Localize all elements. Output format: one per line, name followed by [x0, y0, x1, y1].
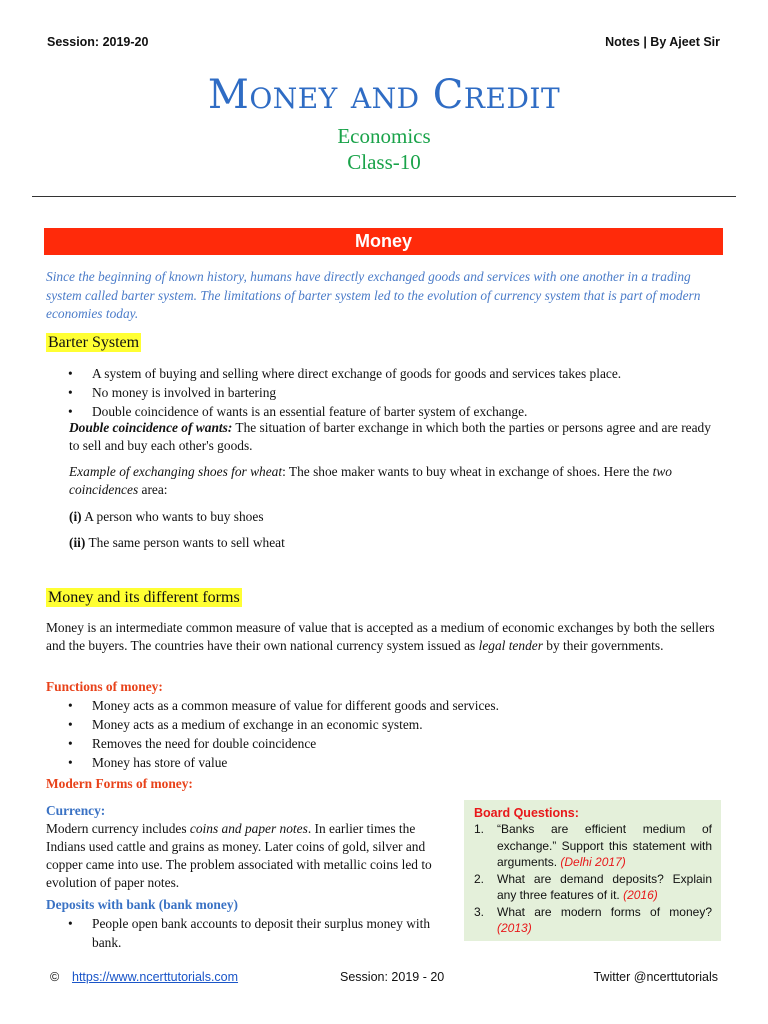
list-item: • Removes the need for double coincidence: [46, 734, 726, 753]
forms-heading: [46, 589, 242, 607]
question-number: 1.: [474, 822, 485, 836]
dcw-term: Double coincidence of wants:: [69, 420, 233, 435]
coincidence-point-2: [69, 534, 285, 552]
dcw-definition: [69, 419, 719, 455]
class-label: Class-10: [347, 150, 421, 174]
money-definition: [46, 619, 726, 655]
board-questions-box: [464, 800, 721, 941]
point-number: (ii): [69, 535, 86, 550]
functions-heading: Functions of money:: [46, 679, 163, 694]
currency-paragraph: [46, 820, 446, 892]
header-notes: Notes | By Ajeet Sir: [605, 35, 720, 49]
footer-session: Session: 2019 - 20: [340, 970, 445, 984]
deposits-heading: Deposits with bank (bank money): [46, 897, 238, 912]
section-banner: Money: [44, 228, 723, 255]
list-item: • Money acts as a medium of exchange in an economic system.: [46, 715, 726, 734]
list-item: [474, 871, 712, 904]
site-link[interactable]: https://www.ncerttutorials.com: [72, 970, 239, 984]
question-number: 3.: [474, 904, 485, 919]
question-year: (2013): [497, 921, 532, 935]
list-item: • A system of buying and selling where direct exchange of goods for goods and services takes place.: [46, 364, 726, 383]
legal-tender-term: legal tender: [478, 638, 543, 653]
question-text: What are modern forms of money?: [497, 904, 712, 919]
coincidence-point-1: [69, 508, 264, 526]
currency-italic: coins and paper notes: [189, 821, 308, 836]
subject-label: Economics: [337, 124, 431, 148]
example-lead: Example of exchanging shoes for wheat: [69, 464, 283, 479]
question-number: 2.: [474, 871, 485, 886]
question-year: (2016): [623, 888, 658, 902]
list-item: [474, 904, 712, 937]
barter-bullets: [46, 364, 726, 421]
intro-paragraph: Since the beginning of known history, humans have directly exchanged goods and services with one another in a trading system called barter system. The limitations of barter system led to the evolution of currency system that is part of modern economies today.: [46, 269, 701, 321]
deposits-list: [46, 914, 454, 952]
list-item: • People open bank accounts to deposit their surplus money with bank.: [46, 914, 454, 952]
list-item: • Double coincidence of wants is an essential feature of barter system of exchange.: [46, 402, 726, 421]
list-item: • Money has store of value: [46, 753, 726, 772]
currency-text: Modern currency includes: [46, 821, 190, 836]
functions-list: [46, 696, 726, 772]
board-questions-title: Board Questions:: [474, 806, 579, 820]
example-end: area:: [138, 482, 168, 497]
example-italic: two coincidences: [69, 464, 672, 497]
list-item: [474, 821, 712, 871]
currency-text-end: . In earlier times the Indians used cattle and grains as money. Later coins of gold, silver and copper came into use. The problem associated with metallic coins led to evolution of paper notes.: [46, 821, 432, 890]
page-title: Money and Credit: [207, 72, 561, 118]
list-item: • No money is involved in bartering: [46, 383, 726, 402]
copyright-symbol: ©: [50, 970, 60, 984]
header-session: Session: 2019-20: [47, 35, 149, 49]
definition-text: Money is an intermediate common measure of value that is accepted as a medium of economic exchanges by both the sellers and the buyers. The countries have their own national currency system issued as: [46, 620, 715, 653]
modern-forms-heading: Modern Forms of money:: [46, 776, 193, 791]
currency-heading: Currency:: [46, 803, 106, 818]
list-item: • Money acts as a common measure of value for different goods and services.: [46, 696, 726, 715]
definition-end: by their governments.: [542, 638, 664, 653]
divider: [32, 196, 736, 197]
barter-heading: [46, 334, 141, 352]
dcw-text: The situation of barter exchange in which both the parties or persons agree and are ready to sell and buy each other's goods.: [69, 420, 711, 453]
point-text: The same person wants to sell wheat: [85, 535, 285, 550]
barter-example: [69, 463, 719, 499]
board-questions-list: [474, 821, 712, 937]
question-year: (Delhi 2017): [560, 855, 626, 869]
forms-heading-text: Money and its different forms: [48, 589, 240, 606]
question-text: “Banks are efficient medium of exchange.” Support this statement with arguments.: [497, 822, 712, 869]
footer-twitter: Twitter @ncerttutorials: [593, 970, 718, 984]
example-text: : The shoe maker wants to buy wheat in exchange of shoes. Here the: [282, 464, 653, 479]
point-number: (i): [69, 509, 82, 524]
barter-heading-text: Barter System: [48, 334, 140, 351]
point-text: A person who wants to buy shoes: [81, 509, 264, 524]
question-text: What are demand deposits? Explain any three features of it.: [497, 871, 712, 902]
